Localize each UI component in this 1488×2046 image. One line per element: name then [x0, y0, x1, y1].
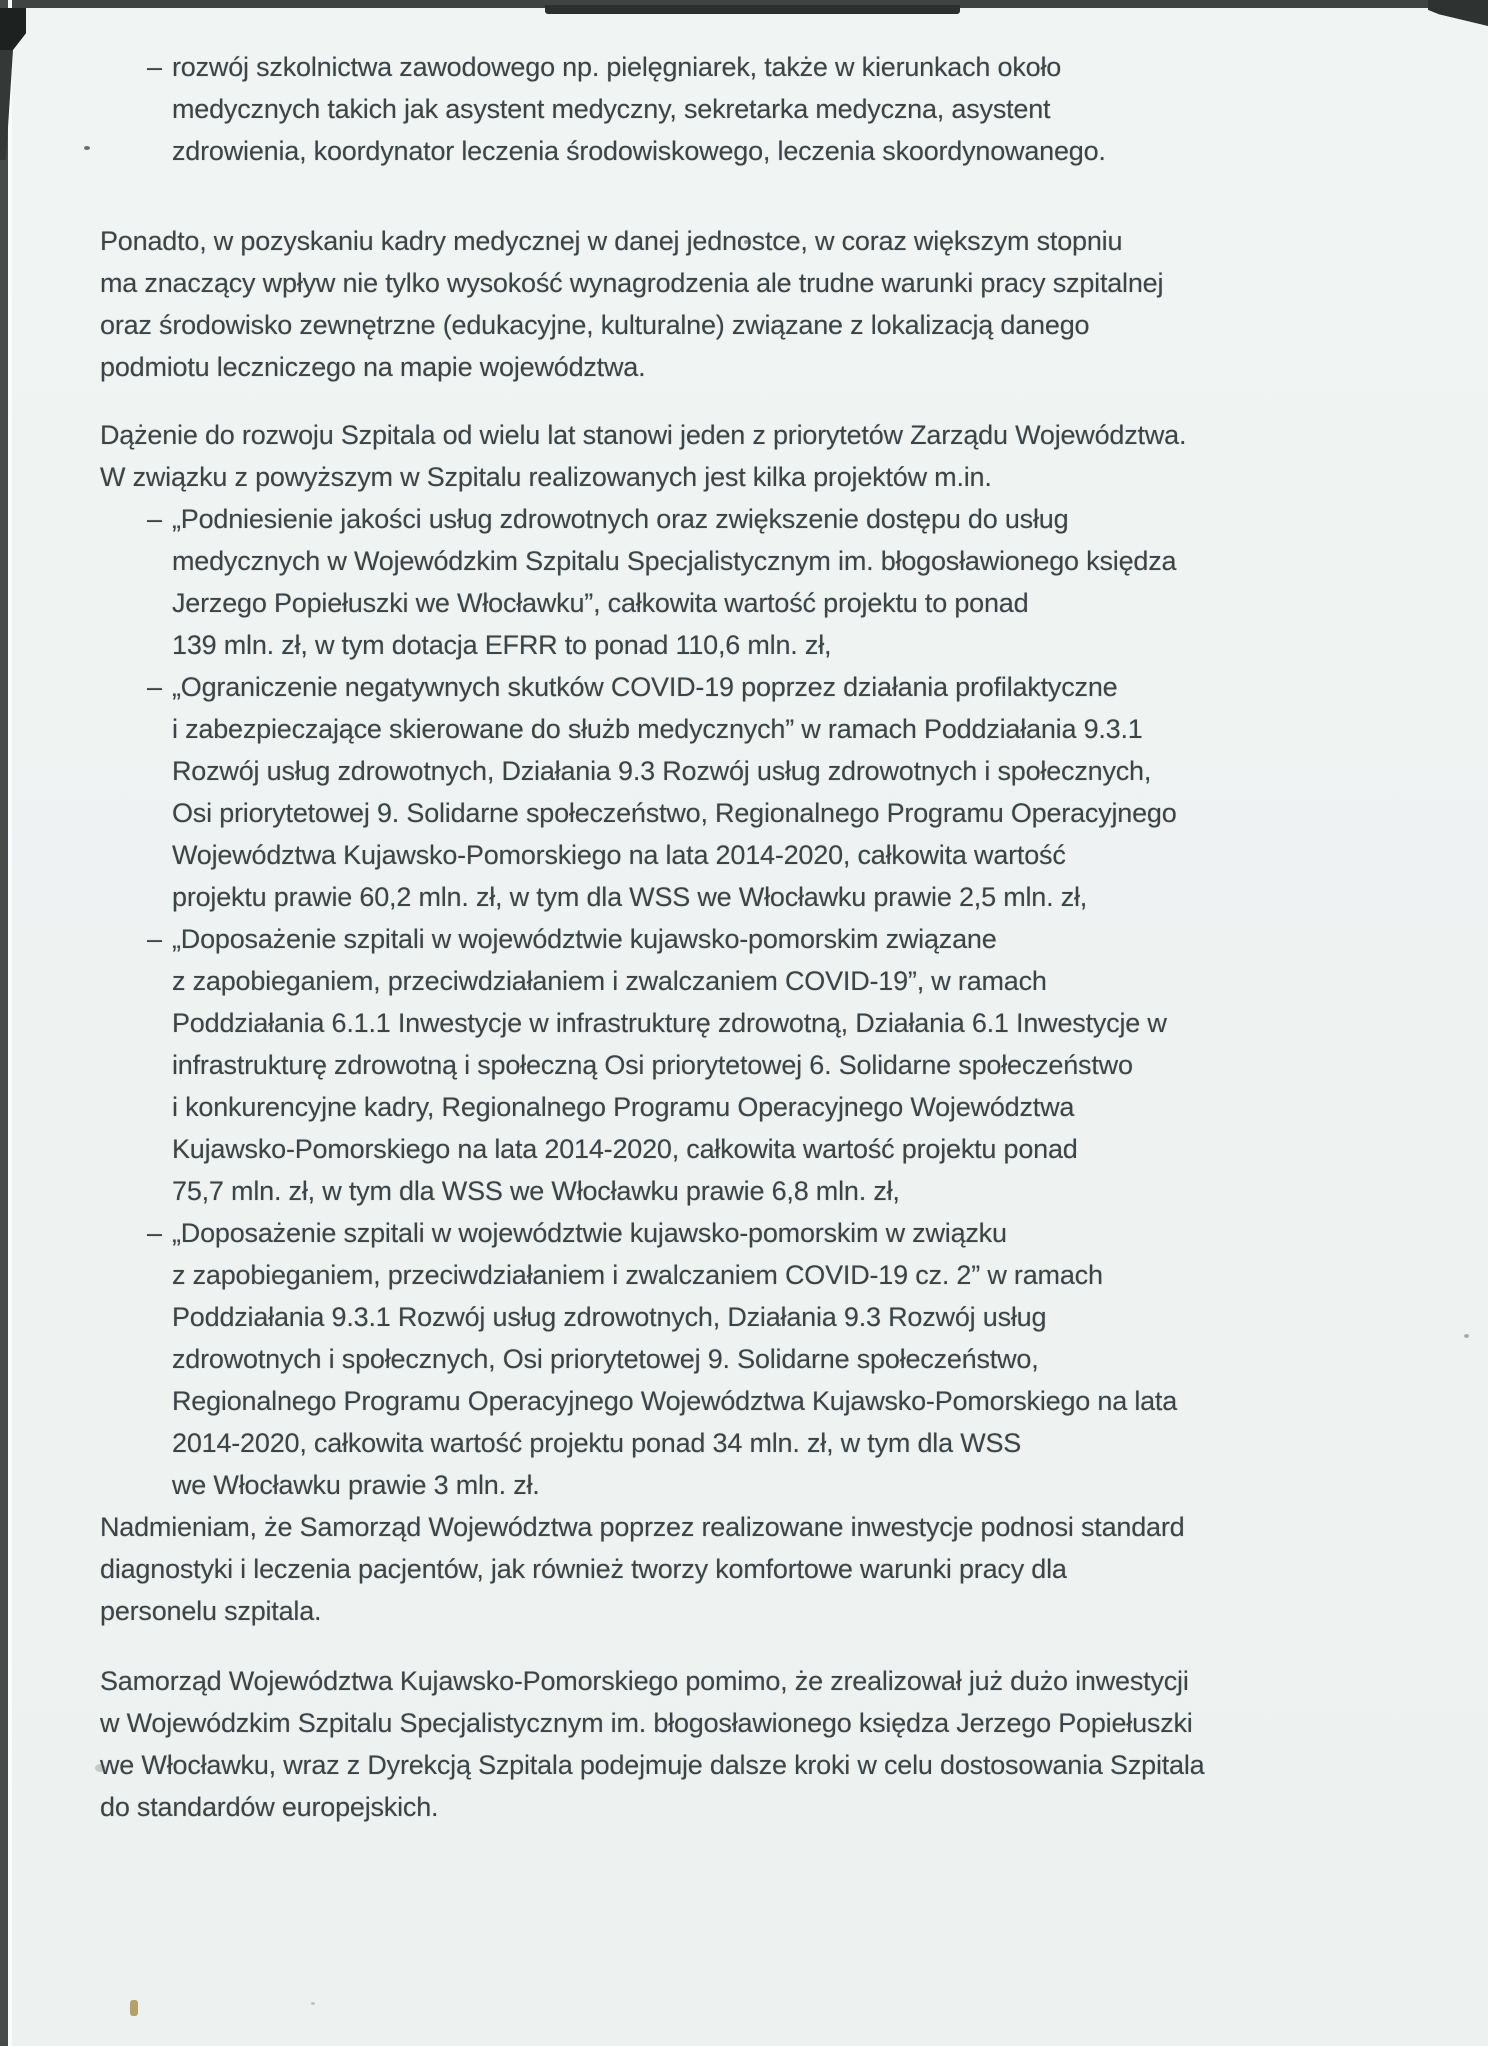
text-line: zdrowotnych i społecznych, Osi priorytetowej 9. Solidarne społeczeństwo,	[172, 1344, 1039, 1374]
text-line: 75,7 mln. zł, w tym dla WSS we Włocławku prawie 6,8 mln. zł,	[172, 1176, 900, 1206]
text-line: z zapobieganiem, przeciwdziałaniem i zwalczaniem COVID-19 cz. 2” w ramach	[172, 1260, 1103, 1290]
bullet-lines	[172, 666, 1428, 918]
text-line: zdrowienia, koordynator leczenia środowiskowego, leczenia skoordynowanego.	[172, 136, 1106, 166]
text-line: „Doposażenie szpitali w województwie kujawsko-pomorskim związane	[172, 924, 997, 954]
paragraph	[100, 1660, 1428, 1828]
scan-speck	[311, 2002, 315, 2005]
bullet-lines	[172, 1212, 1428, 1506]
text-line: projektu prawie 60,2 mln. zł, w tym dla WSS we Włocławku prawie 2,5 mln. zł,	[172, 882, 1088, 912]
bullet-item	[100, 918, 1428, 1212]
bullet-item	[100, 498, 1428, 666]
paragraph	[100, 220, 1428, 388]
text-line: medycznych w Wojewódzkim Szpitalu Specjalistycznym im. błogosławionego księdza	[172, 546, 1177, 576]
text-line: podmiotu leczniczego na mapie województwa.	[100, 352, 646, 382]
text-line: i konkurencyjne kadry, Regionalnego Programu Operacyjnego Województwa	[172, 1092, 1075, 1122]
text-line: Regionalnego Programu Operacyjnego Województwa Kujawsko-Pomorskiego na lata	[172, 1386, 1178, 1416]
text-line: 139 mln. zł, w tym dotacja EFRR to ponad 110,6 mln. zł,	[172, 630, 832, 660]
bullet-item	[100, 666, 1428, 918]
text-line: we Włocławku, wraz z Dyrekcją Szpitala podejmuje dalsze kroki w celu dostosowania Szpitala	[100, 1750, 1205, 1780]
text-line: Ponadto, w pozyskaniu kadry medycznej w danej jednostce, w coraz większym stopniu	[100, 226, 1123, 256]
text-line: z zapobieganiem, przeciwdziałaniem i zwalczaniem COVID-19”, w ramach	[172, 966, 1047, 996]
text-line: oraz środowisko zewnętrzne (edukacyjne, kulturalne) związane z lokalizacją danego	[100, 310, 1090, 340]
text-line: diagnostyki i leczenia pacjentów, jak również tworzy komfortowe warunki pracy dla	[100, 1554, 1067, 1584]
text-line: Jerzego Popiełuszki we Włocławku”, całkowita wartość projektu to ponad	[172, 588, 1029, 618]
text-line: ma znaczący wpływ nie tylko wysokość wynagrodzenia ale trudne warunki pracy szpitalnej	[100, 268, 1164, 298]
text-line: do standardów europejskich.	[100, 1792, 439, 1822]
bullet-dash: –	[147, 1218, 162, 1248]
text-line: personelu szpitala.	[100, 1596, 322, 1626]
bullet-dash: –	[147, 672, 162, 702]
text-line: Samorząd Województwa Kujawsko-Pomorskiego pomimo, że zrealizował już dużo inwestycji	[100, 1666, 1189, 1696]
text-line: w Wojewódzkim Szpitalu Specjalistycznym im. błogosławionego księdza Jerzego Popiełuszki	[100, 1708, 1193, 1738]
text-line: Osi priorytetowej 9. Solidarne społeczeństwo, Regionalnego Programu Operacyjnego	[172, 798, 1177, 828]
text-line: Rozwój usług zdrowotnych, Działania 9.3 Rozwój usług zdrowotnych i społecznych,	[172, 756, 1152, 786]
text-line: medycznych takich jak asystent medyczny, sekretarka medyczna, asystent	[172, 94, 1051, 124]
bullet-lines	[172, 46, 1428, 172]
bullet-lines	[172, 918, 1428, 1212]
text-line: 2014-2020, całkowita wartość projektu ponad 34 mln. zł, w tym dla WSS	[172, 1428, 1022, 1458]
bullet-item	[100, 46, 1428, 172]
text-line: infrastrukturę zdrowotną i społeczną Osi priorytetowej 6. Solidarne społeczeństwo	[172, 1050, 1133, 1080]
text-line: Nadmieniam, że Samorząd Województwa poprzez realizowane inwestycje podnosi standard	[100, 1512, 1185, 1542]
text-line: Województwa Kujawsko-Pomorskiego na lata 2014-2020, całkowita wartość	[172, 840, 1066, 870]
text-line: rozwój szkolnictwa zawodowego np. pielęgniarek, także w kierunkach około	[172, 52, 1062, 82]
bullet-dash: –	[147, 52, 162, 82]
bullet-lines	[172, 498, 1428, 666]
text-line: Poddziałania 6.1.1 Inwestycje w infrastrukturę zdrowotną, Działania 6.1 Inwestycje w	[172, 1008, 1167, 1038]
text-line: Dążenie do rozwoju Szpitala od wielu lat stanowi jeden z priorytetów Zarządu Województwa.	[100, 420, 1187, 450]
paragraph	[100, 414, 1428, 498]
text-line: „Doposażenie szpitali w województwie kujawsko-pomorskim w związku	[172, 1218, 1007, 1248]
paragraph	[100, 1506, 1428, 1632]
text-line: „Podniesienie jakości usług zdrowotnych oraz zwiększenie dostępu do usług	[172, 504, 1069, 534]
bullet-item	[100, 1212, 1428, 1506]
text-line: Kujawsko-Pomorskiego na lata 2014-2020, całkowita wartość projektu ponad	[172, 1134, 1078, 1164]
bullet-dash: –	[147, 504, 162, 534]
text-line: i zabezpieczające skierowane do służb medycznych” w ramach Poddziałania 9.3.1	[172, 714, 1143, 744]
scan-speck	[130, 2000, 138, 2016]
text-line: „Ograniczenie negatywnych skutków COVID-19 poprzez działania profilaktyczne	[172, 672, 1118, 702]
text-line: we Włocławku prawie 3 mln. zł.	[172, 1470, 540, 1500]
bullet-dash: –	[147, 924, 162, 954]
text-line: Poddziałania 9.3.1 Rozwój usług zdrowotnych, Działania 9.3 Rozwój usług	[172, 1302, 1047, 1332]
text-line: W związku z powyższym w Szpitalu realizowanych jest kilka projektów m.in.	[100, 462, 992, 492]
